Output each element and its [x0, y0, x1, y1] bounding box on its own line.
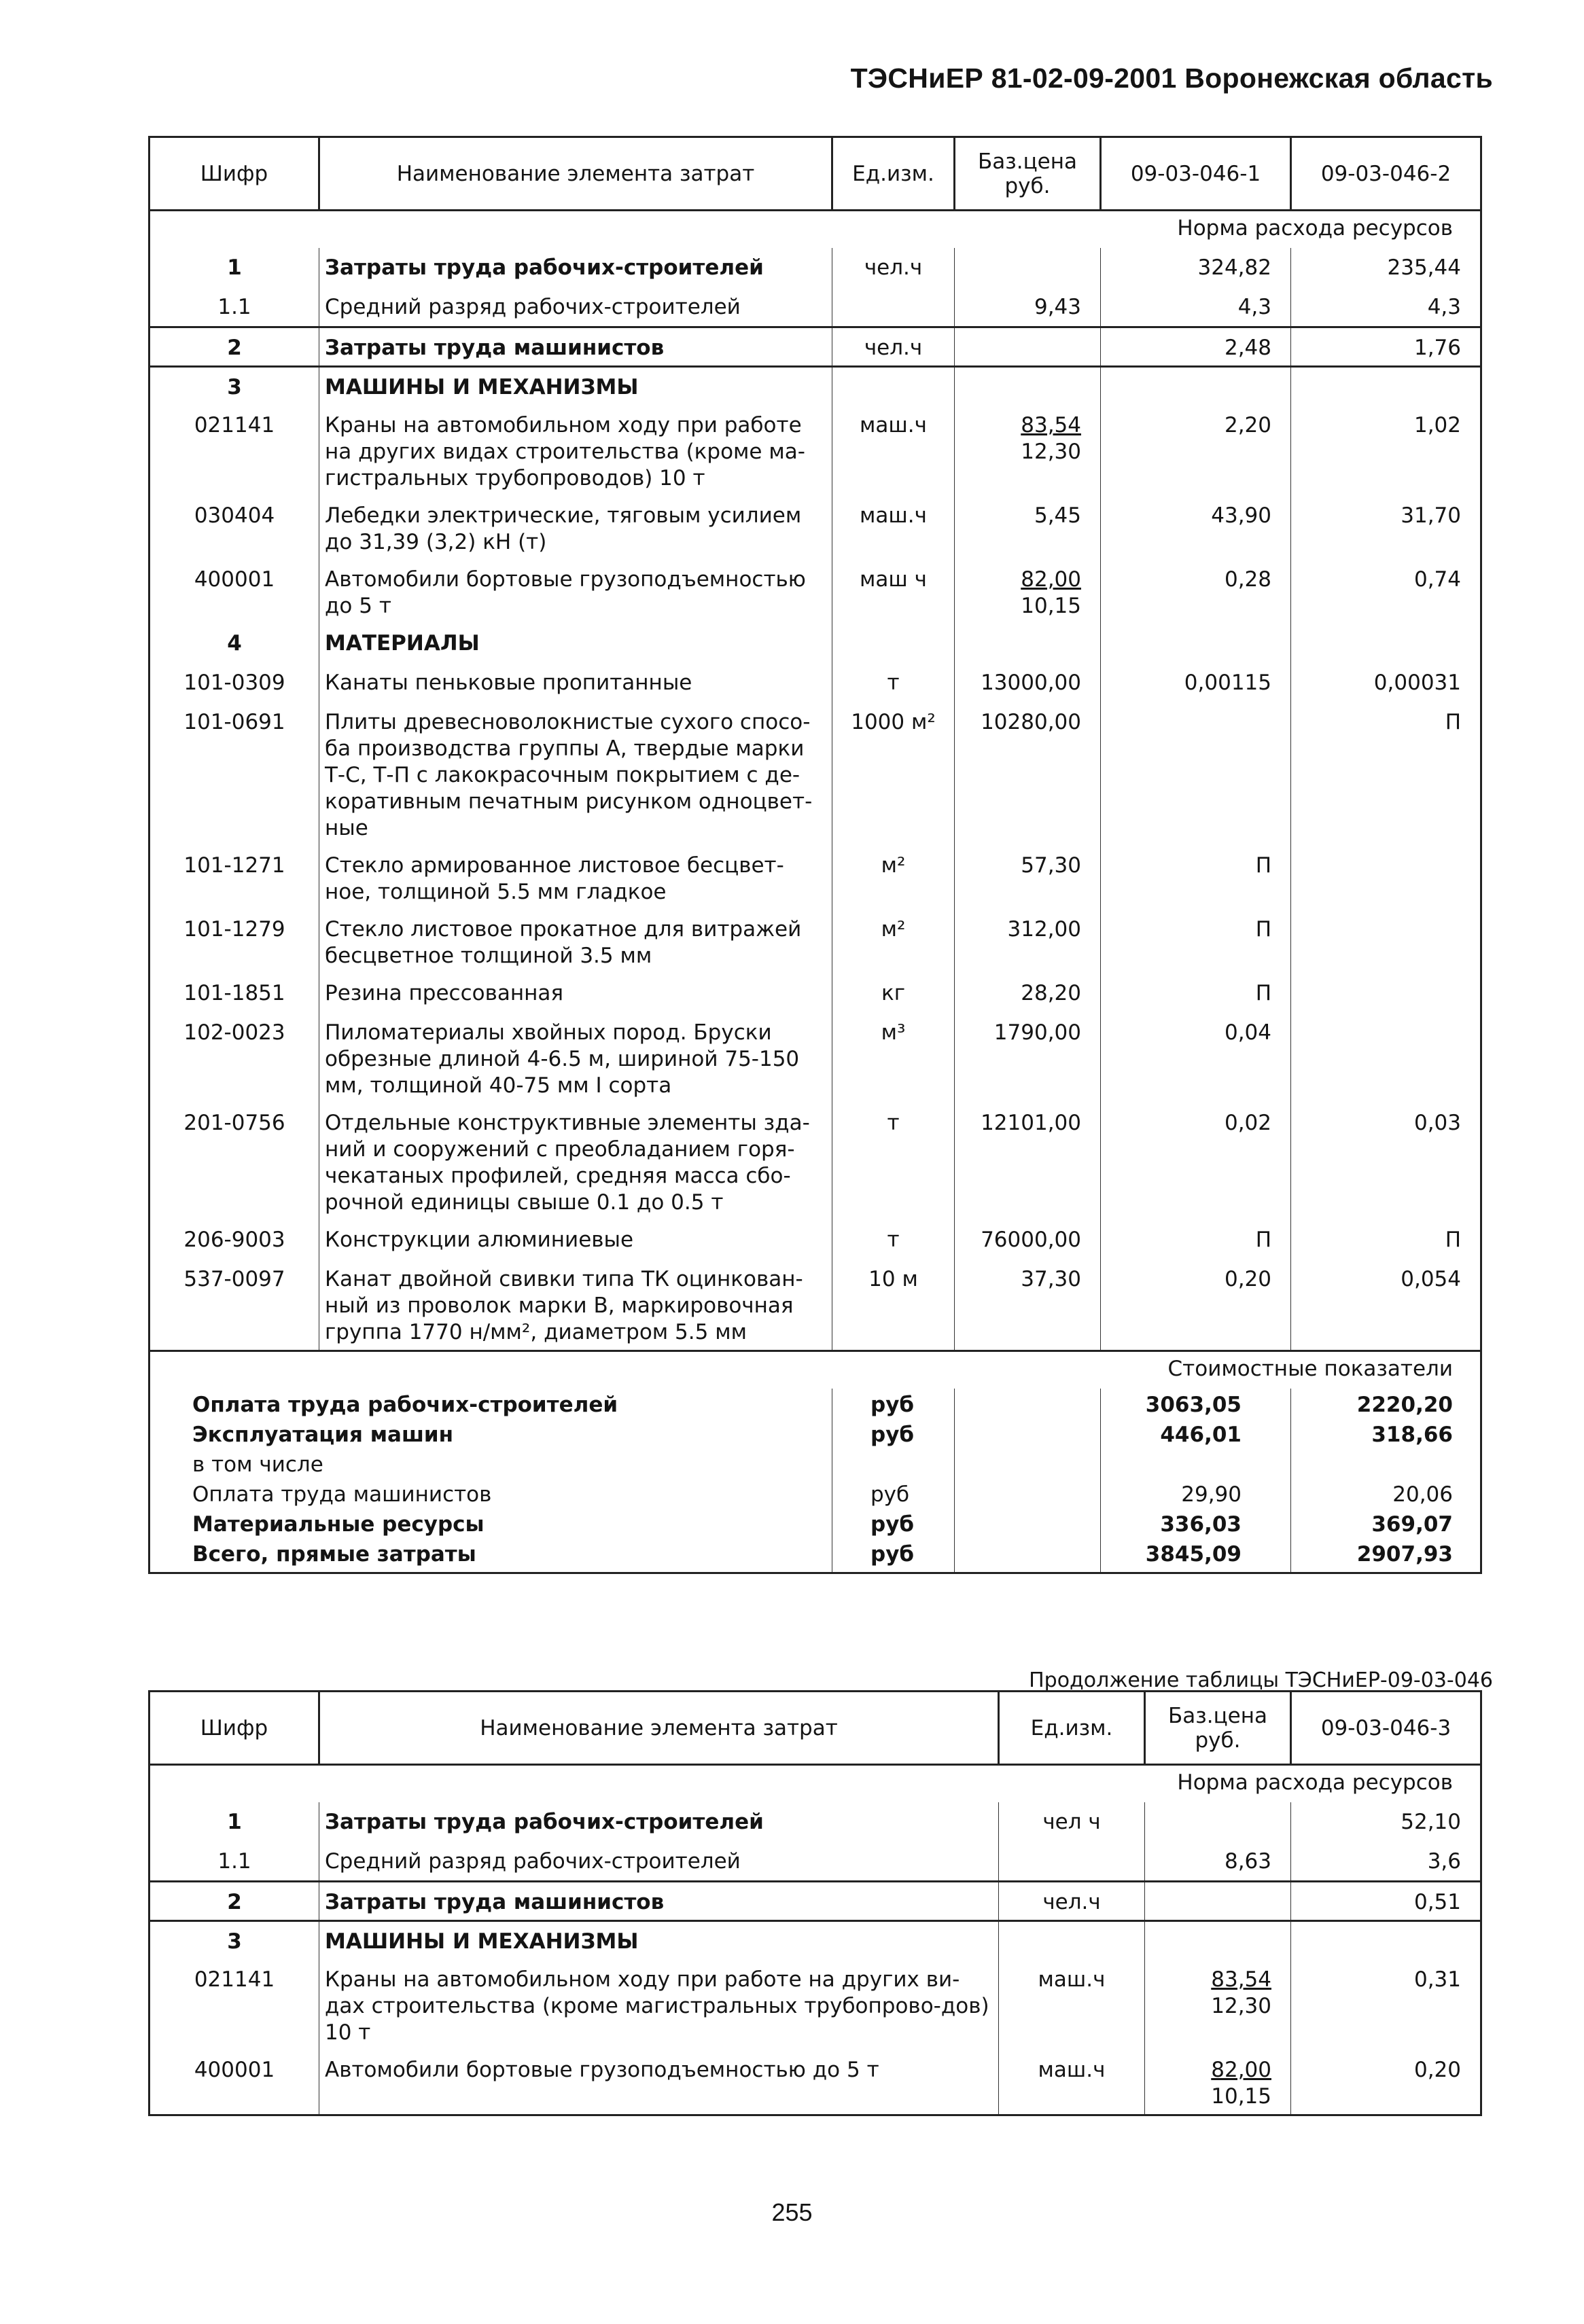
price-main: 12101,00	[981, 1111, 1081, 1135]
price-main: 9,43	[1034, 295, 1081, 319]
table-header-row	[149, 1692, 1481, 1765]
cell-price	[1145, 1881, 1291, 1920]
cell-price	[955, 1259, 1101, 1351]
cell-price	[955, 846, 1101, 910]
cell-name: Средний разряд рабочих-строителей	[319, 1842, 999, 1881]
cell-unit: 1000 м²	[832, 702, 955, 846]
cell-code: 102-0023	[149, 1013, 319, 1103]
price-main: 28,20	[1021, 981, 1081, 1005]
cell-price	[1145, 1960, 1291, 2050]
col-header-code-1: 09-03-046-1	[1101, 137, 1291, 211]
cell-code: 2	[149, 1881, 319, 1920]
summary-label: Оплата труда рабочих-строителей	[149, 1389, 832, 1418]
cell-name: Канаты пеньковые пропитанные	[319, 663, 832, 702]
summary-value-1: 336,03	[1101, 1508, 1291, 1538]
cell-v1	[1101, 366, 1291, 406]
band-resources	[149, 211, 1481, 249]
cell-name: Затраты труда машинистов	[319, 1881, 999, 1920]
price-main: 312,00	[1007, 917, 1081, 942]
cell-code: 1.1	[149, 287, 319, 327]
summary-unit: руб	[832, 1478, 955, 1508]
price-main: 8,63	[1224, 1849, 1271, 1874]
col-header-name: Наименование элемента затрат	[319, 1692, 999, 1765]
cell-v2: 4,3	[1291, 287, 1481, 327]
table-row	[149, 287, 1481, 327]
cell-unit: 10 м	[832, 1259, 955, 1351]
cell-v1: 2,20	[1101, 406, 1291, 496]
summary-value-2: 2907,93	[1291, 1538, 1481, 1573]
cell-unit: чел.ч	[832, 248, 955, 287]
cell-code: 021141	[149, 1960, 319, 2050]
cell-unit: м²	[832, 910, 955, 973]
cell-price	[955, 560, 1101, 624]
summary-empty	[955, 1478, 1101, 1508]
cell-name: Лебедки электрические, тяговым усилием до 31,39 (3,2) кН (т)	[319, 496, 832, 560]
cell-name: Стекло армированное листовое бесцвет-ное, толщиной 5.5 мм гладкое	[319, 846, 832, 910]
cell-code: 3	[149, 1920, 319, 1960]
page-number: 255	[771, 2198, 813, 2226]
cell-v1: П	[1101, 846, 1291, 910]
cell-code: 400001	[149, 2050, 319, 2115]
cell-code: 101-0309	[149, 663, 319, 702]
cell-unit	[832, 287, 955, 327]
cell-v2: 0,054	[1291, 1259, 1481, 1351]
col-header-code-3: 09-03-046-3	[1291, 1692, 1481, 1765]
table-row	[149, 624, 1481, 663]
summary-row	[149, 1448, 1481, 1478]
cell-unit	[832, 624, 955, 663]
cell-v1: 324,82	[1101, 248, 1291, 287]
cell-price	[1145, 1802, 1291, 1842]
band-resources	[149, 1765, 1481, 1803]
summary-label: Эксплуатация машин	[149, 1418, 832, 1448]
cell-price	[955, 406, 1101, 496]
page-header-title: ТЭСНиЕР 81-02-09-2001 Воронежская область	[850, 62, 1493, 94]
price-main: 10280,00	[981, 710, 1081, 734]
cell-v1: П	[1101, 1220, 1291, 1259]
resource-table-1	[148, 136, 1482, 1574]
cell-name: Затраты труда рабочих-строителей	[319, 1802, 999, 1842]
col-header-code: Шифр	[149, 137, 319, 211]
cell-unit	[832, 366, 955, 406]
summary-empty	[955, 1418, 1101, 1448]
cell-price	[1145, 1842, 1291, 1881]
col-header-price: Баз.цена руб.	[1145, 1692, 1291, 1765]
summary-value-2: 2220,20	[1291, 1389, 1481, 1418]
cell-price	[955, 287, 1101, 327]
cell-price	[955, 973, 1101, 1013]
cell-price	[955, 366, 1101, 406]
cell-code: 206-9003	[149, 1220, 319, 1259]
cell-v1: 0,28	[1101, 560, 1291, 624]
cell-unit: маш.ч	[832, 406, 955, 496]
cell-v1: П	[1101, 973, 1291, 1013]
table-header-row	[149, 137, 1481, 211]
price-machinist: 10,15	[1211, 2084, 1271, 2109]
price-machinist: 12,30	[1021, 440, 1081, 464]
cell-unit: маш ч	[832, 560, 955, 624]
cell-unit: т	[832, 663, 955, 702]
cell-price	[955, 496, 1101, 560]
cell-unit: маш.ч	[999, 2050, 1145, 2115]
cell-v2: 0,00031	[1291, 663, 1481, 702]
table-row	[149, 1881, 1481, 1920]
col-header-code: Шифр	[149, 1692, 319, 1765]
cell-code: 101-1271	[149, 846, 319, 910]
summary-value-1	[1101, 1448, 1291, 1478]
cell-code: 4	[149, 624, 319, 663]
cell-code: 030404	[149, 496, 319, 560]
cell-v1	[1101, 624, 1291, 663]
table-row	[149, 1013, 1481, 1103]
summary-row	[149, 1508, 1481, 1538]
cell-price	[955, 910, 1101, 973]
cell-name: Краны на автомобильном ходу при работе на других ви-дах строительства (кроме магистральных трубопрово-дов) 10 т	[319, 1960, 999, 2050]
cell-v2: 0,03	[1291, 1103, 1481, 1220]
cell-name: Средний разряд рабочих-строителей	[319, 287, 832, 327]
cell-name: Канат двойной свивки типа ТК оцинкован-ный из проволок марки В, маркировочная группа 1770 н/мм², диаметром 5.5 мм	[319, 1259, 832, 1351]
cell-v1: 3,6	[1291, 1842, 1481, 1881]
table-row	[149, 910, 1481, 973]
summary-unit: руб	[832, 1508, 955, 1538]
table-row	[149, 248, 1481, 287]
cell-v1	[1101, 702, 1291, 846]
col-header-unit: Ед.изм.	[832, 137, 955, 211]
cell-code: 1.1	[149, 1842, 319, 1881]
cell-price	[955, 1103, 1101, 1220]
cell-v2: П	[1291, 702, 1481, 846]
col-header-name: Наименование элемента затрат	[319, 137, 832, 211]
cell-name: Затраты труда машинистов	[319, 327, 832, 366]
cell-name: Пиломатериалы хвойных пород. Бруски обрезные длиной 4-6.5 м, шириной 75-150 мм, толщиной 40-75 мм I сорта	[319, 1013, 832, 1103]
price-machinist: 10,15	[1021, 594, 1081, 618]
summary-empty	[955, 1538, 1101, 1573]
cell-price	[955, 248, 1101, 287]
cell-code: 101-1851	[149, 973, 319, 1013]
cell-name: Резина прессованная	[319, 973, 832, 1013]
table-row	[149, 327, 1481, 366]
cell-v1: 2,48	[1101, 327, 1291, 366]
cell-v2	[1291, 366, 1481, 406]
table-row	[149, 406, 1481, 496]
cell-price	[955, 663, 1101, 702]
cell-v2: 1,76	[1291, 327, 1481, 366]
cell-v1: 4,3	[1101, 287, 1291, 327]
summary-value-1: 3063,05	[1101, 1389, 1291, 1418]
cell-unit: т	[832, 1220, 955, 1259]
cell-v1: 0,51	[1291, 1881, 1481, 1920]
table-row	[149, 496, 1481, 560]
table-row	[149, 973, 1481, 1013]
summary-value-2	[1291, 1448, 1481, 1478]
cell-unit: чел.ч	[999, 1881, 1145, 1920]
cell-unit	[999, 1920, 1145, 1960]
cell-v1: 0,04	[1101, 1013, 1291, 1103]
cell-code: 101-1279	[149, 910, 319, 973]
cell-v2	[1291, 624, 1481, 663]
cell-v1: 0,02	[1101, 1103, 1291, 1220]
summary-row	[149, 1538, 1481, 1573]
cell-unit: маш.ч	[999, 1960, 1145, 2050]
cell-code: 201-0756	[149, 1103, 319, 1220]
cell-code: 400001	[149, 560, 319, 624]
cell-name: МАШИНЫ И МЕХАНИЗМЫ	[319, 1920, 999, 1960]
summary-label: Всего, прямые затраты	[149, 1538, 832, 1573]
cell-unit: м³	[832, 1013, 955, 1103]
cell-name: МАШИНЫ И МЕХАНИЗМЫ	[319, 366, 832, 406]
cell-v1: 52,10	[1291, 1802, 1481, 1842]
table-row	[149, 663, 1481, 702]
cell-price	[1145, 2050, 1291, 2115]
cell-name: Автомобили бортовые грузоподъемностью до 5 т	[319, 2050, 999, 2115]
band-costs	[149, 1351, 1481, 1389]
summary-unit: руб	[832, 1389, 955, 1418]
cell-v2	[1291, 973, 1481, 1013]
col-header-code-2: 09-03-046-2	[1291, 137, 1481, 211]
resource-table-2	[148, 1690, 1482, 2116]
cell-name: Конструкции алюминиевые	[319, 1220, 832, 1259]
col-header-unit: Ед.изм.	[999, 1692, 1145, 1765]
table-row	[149, 2050, 1481, 2115]
band-resources-label: Норма расхода ресурсов	[149, 1765, 1481, 1803]
cell-v2	[1291, 1013, 1481, 1103]
cell-v1: П	[1101, 910, 1291, 973]
cell-unit: м²	[832, 846, 955, 910]
table-row	[149, 1920, 1481, 1960]
cell-code: 1	[149, 248, 319, 287]
summary-label: в том числе	[149, 1448, 832, 1478]
summary-label: Материальные ресурсы	[149, 1508, 832, 1538]
price-main: 82,00	[1211, 2058, 1271, 2082]
band-resources-label: Норма расхода ресурсов	[149, 211, 1481, 249]
cell-price	[955, 702, 1101, 846]
price-main: 37,30	[1021, 1267, 1081, 1291]
price-main: 83,54	[1211, 1967, 1271, 1992]
cell-v1	[1291, 1920, 1481, 1960]
band-costs-label: Стоимостные показатели	[149, 1351, 1481, 1389]
cell-v2	[1291, 846, 1481, 910]
cell-v1: 0,31	[1291, 1960, 1481, 2050]
cell-v1: 0,20	[1101, 1259, 1291, 1351]
cell-v2	[1291, 910, 1481, 973]
cell-code: 537-0097	[149, 1259, 319, 1351]
table-row	[149, 846, 1481, 910]
summary-label: Оплата труда машинистов	[149, 1478, 832, 1508]
cell-v1: 43,90	[1101, 496, 1291, 560]
summary-value-2: 20,06	[1291, 1478, 1481, 1508]
cell-price	[955, 1013, 1101, 1103]
cell-unit: чел ч	[999, 1802, 1145, 1842]
table-row	[149, 1220, 1481, 1259]
table-continuation-caption: Продолжение таблицы ТЭСНиЕР-09-03-046	[1029, 1668, 1493, 1692]
summary-empty	[955, 1389, 1101, 1418]
table-row	[149, 1802, 1481, 1842]
cell-code: 2	[149, 327, 319, 366]
cell-v2: 1,02	[1291, 406, 1481, 496]
table-row	[149, 366, 1481, 406]
cell-price	[955, 1220, 1101, 1259]
cell-price	[955, 327, 1101, 366]
cell-name: Затраты труда рабочих-строителей	[319, 248, 832, 287]
summary-value-2: 369,07	[1291, 1508, 1481, 1538]
cell-name: Краны на автомобильном ходу при работе на других видах строительства (кроме ма-гистральных трубопроводов) 10 т	[319, 406, 832, 496]
summary-unit: руб	[832, 1418, 955, 1448]
summary-empty	[955, 1508, 1101, 1538]
price-main: 83,54	[1021, 413, 1081, 437]
cell-name: Отдельные конструктивные элементы зда-ний и сооружений с преобладанием горя-чекатаных профилей, средняя масса сбо-рочной единицы свыше 0.1 до 0.5 т	[319, 1103, 832, 1220]
table-row	[149, 1103, 1481, 1220]
cell-price	[1145, 1920, 1291, 1960]
cell-price	[955, 624, 1101, 663]
table-row	[149, 702, 1481, 846]
summary-value-1: 3845,09	[1101, 1538, 1291, 1573]
cell-code: 1	[149, 1802, 319, 1842]
table-row	[149, 1259, 1481, 1351]
summary-empty	[955, 1448, 1101, 1478]
table-row	[149, 560, 1481, 624]
cell-v2: 235,44	[1291, 248, 1481, 287]
cell-code: 101-0691	[149, 702, 319, 846]
cell-unit: кг	[832, 973, 955, 1013]
cell-v1: 0,00115	[1101, 663, 1291, 702]
summary-row	[149, 1389, 1481, 1418]
cell-unit: маш.ч	[832, 496, 955, 560]
cell-code: 021141	[149, 406, 319, 496]
price-main: 82,00	[1021, 567, 1081, 592]
cell-unit	[999, 1842, 1145, 1881]
col-header-price: Баз.цена руб.	[955, 137, 1101, 211]
price-machinist: 12,30	[1211, 1994, 1271, 2018]
cell-name: Автомобили бортовые грузоподъемностью до 5 т	[319, 560, 832, 624]
summary-unit	[832, 1448, 955, 1478]
cell-name: Стекло листовое прокатное для витражей бесцветное толщиной 3.5 мм	[319, 910, 832, 973]
price-main: 5,45	[1034, 503, 1081, 528]
cell-v2: 0,74	[1291, 560, 1481, 624]
summary-row	[149, 1478, 1481, 1508]
price-main: 57,30	[1021, 853, 1081, 878]
summary-value-1: 29,90	[1101, 1478, 1291, 1508]
cell-v2: 31,70	[1291, 496, 1481, 560]
price-main: 13000,00	[981, 671, 1081, 695]
summary-value-1: 446,01	[1101, 1418, 1291, 1448]
cell-name: Плиты древесноволокнистые сухого спосо-ба производства группы А, твердые марки Т-С, Т-П с лакокрасочным покрытием с де-коративным печатным рисунком одноцвет-ные	[319, 702, 832, 846]
cell-v1: 0,20	[1291, 2050, 1481, 2115]
cell-name: МАТЕРИАЛЫ	[319, 624, 832, 663]
table-row	[149, 1960, 1481, 2050]
cell-v2: П	[1291, 1220, 1481, 1259]
summary-row	[149, 1418, 1481, 1448]
cell-unit: т	[832, 1103, 955, 1220]
price-main: 1790,00	[993, 1020, 1081, 1045]
cell-code: 3	[149, 366, 319, 406]
price-main: 76000,00	[981, 1228, 1081, 1252]
summary-value-2: 318,66	[1291, 1418, 1481, 1448]
summary-unit: руб	[832, 1538, 955, 1573]
table-row	[149, 1842, 1481, 1881]
cell-unit: чел.ч	[832, 327, 955, 366]
